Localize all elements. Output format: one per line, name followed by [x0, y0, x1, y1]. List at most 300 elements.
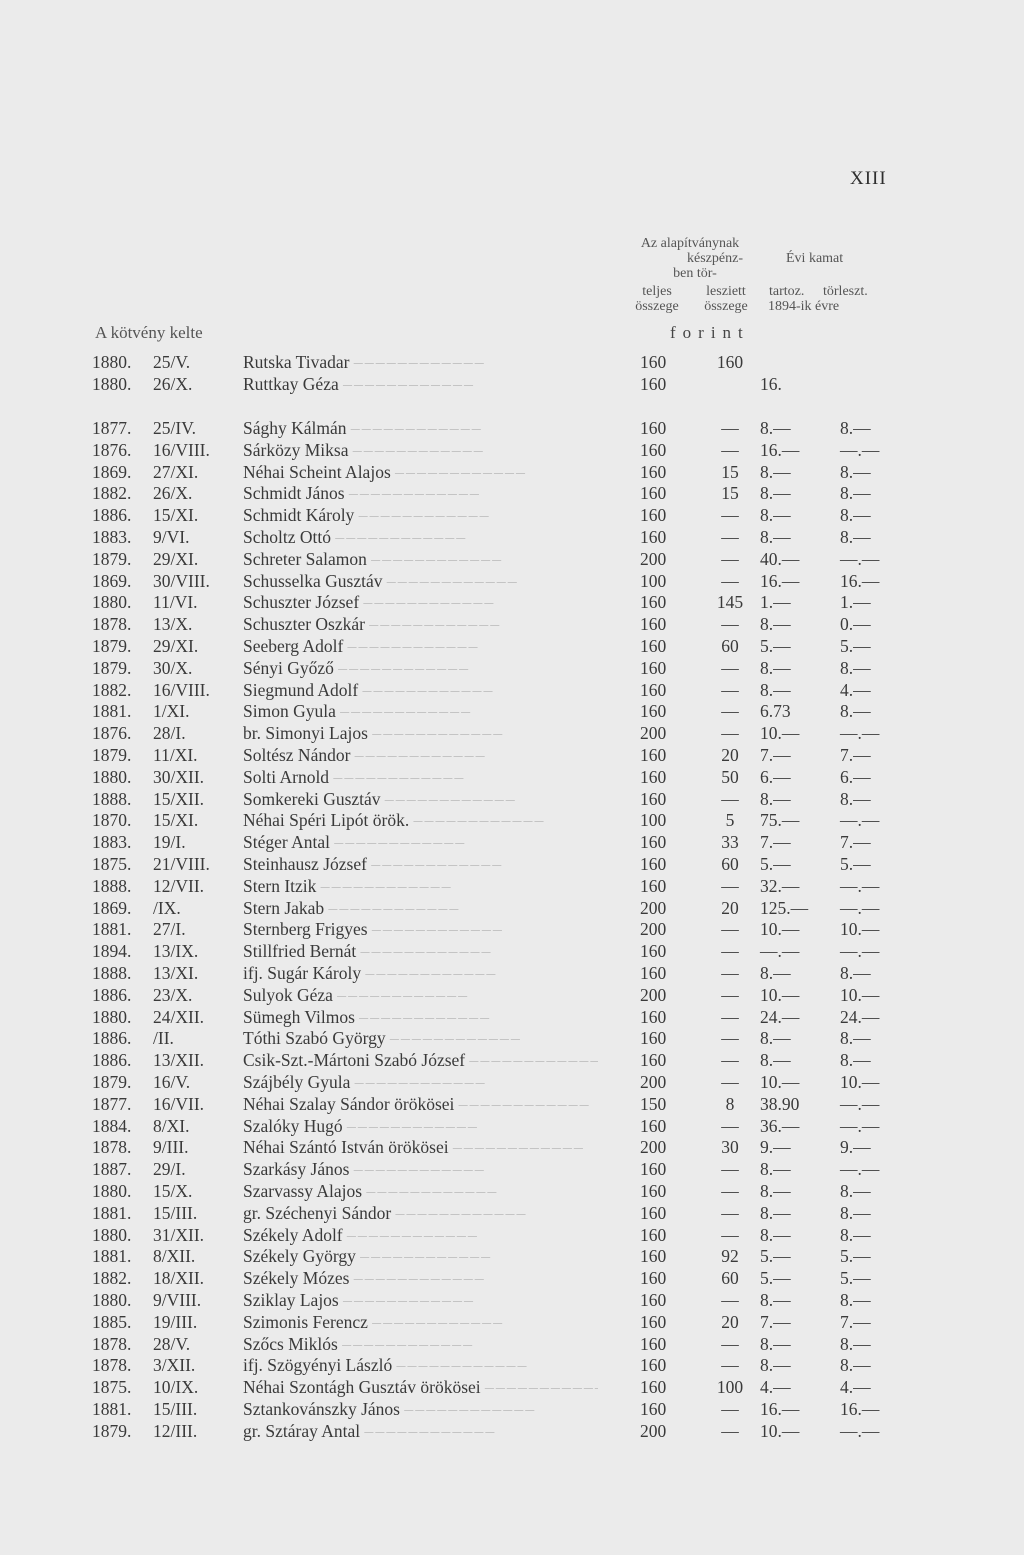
cell-tartozas: 10.—	[760, 723, 800, 744]
cell-date: 28/I.	[153, 723, 186, 744]
cell-teljes: 160	[640, 418, 667, 438]
header-line: lesziett	[706, 284, 746, 299]
cell-date: 25/IV.	[153, 418, 196, 438]
cell-date: 29/XI.	[153, 548, 199, 569]
table-row	[0, 1355, 1024, 1377]
cell-torlesztes: —.—	[840, 810, 880, 831]
cell-torleszett: 8	[725, 1093, 735, 1114]
cell-year: 1888.	[92, 963, 132, 983]
cell-torlesztes: 5.—	[840, 1246, 871, 1267]
cell-name: Szimonis Ferencz —————	[243, 1312, 598, 1333]
cell-tartozas: 10.—	[760, 919, 800, 940]
cell-tartozas: 8.—	[760, 1159, 791, 1180]
cell-teljes: 160	[640, 745, 667, 765]
cell-teljes: 160	[640, 1290, 667, 1310]
cell-torleszett: 60	[721, 636, 739, 656]
cell-teljes: 200	[640, 984, 667, 1005]
cell-torleszett: —	[721, 963, 739, 983]
cell-torleszett: —	[721, 614, 739, 635]
cell-year: 1869.	[92, 570, 132, 591]
cell-torleszett: 15	[721, 461, 739, 482]
cell-torlesztes: —.—	[840, 875, 880, 896]
cell-date: 16/V.	[153, 1072, 191, 1092]
cell-torlesztes: 9.—	[840, 1137, 871, 1158]
table-row	[0, 636, 1024, 658]
table-row	[0, 1116, 1024, 1138]
table-row	[0, 919, 1024, 941]
cell-date: 27/I.	[153, 919, 186, 940]
cell-tartozas: 8.—	[760, 1202, 791, 1223]
cell-teljes: 160	[640, 1268, 667, 1289]
cell-teljes: 150	[640, 1093, 667, 1114]
cell-torleszett: 15	[721, 483, 739, 504]
cell-torlesztes: 0.—	[840, 614, 871, 635]
table-row	[0, 723, 1024, 745]
cell-teljes: 100	[640, 810, 667, 831]
cell-torleszett: —	[721, 941, 739, 962]
cell-teljes: 200	[640, 1137, 667, 1158]
cell-torlesztes: 6.—	[840, 766, 871, 787]
cell-name: Szőcs Miklós —————	[243, 1334, 598, 1355]
header-forint: forint	[670, 323, 750, 342]
cell-year: 1877.	[92, 418, 132, 438]
cell-torlesztes: 8.—	[840, 1224, 871, 1245]
cell-year: 1881.	[92, 1202, 132, 1223]
cell-teljes: 200	[640, 919, 667, 940]
cell-teljes: 160	[640, 766, 667, 787]
cell-year: 1877.	[92, 1093, 132, 1114]
cell-year: 1878.	[92, 1333, 132, 1354]
cell-torleszett: —	[721, 984, 739, 1005]
cell-teljes: 160	[640, 461, 667, 482]
cell-name: Sulyok Géza —————	[243, 985, 598, 1006]
table-row	[0, 745, 1024, 767]
cell-torleszett: 20	[721, 1311, 739, 1332]
cell-torlesztes: 8.—	[840, 1028, 871, 1049]
cell-date: 15/III.	[153, 1202, 198, 1223]
cell-torleszett: —	[721, 1420, 739, 1441]
cell-teljes: 160	[640, 875, 667, 896]
cell-teljes: 160	[640, 832, 667, 853]
cell-tartozas: 7.—	[760, 832, 791, 853]
cell-tartozas: 6.73	[760, 701, 791, 722]
cell-torleszett: —	[721, 1115, 739, 1136]
table-row	[0, 1421, 1024, 1443]
cell-name: Solti Arnold —————	[243, 767, 598, 788]
cell-year: 1883.	[92, 527, 132, 547]
cell-name: Schmidt János —————	[243, 483, 598, 504]
table-row	[0, 1181, 1024, 1203]
cell-year: 1880.	[92, 373, 132, 394]
cell-year: 1882.	[92, 1268, 132, 1289]
cell-year: 1882.	[92, 483, 132, 504]
cell-year: 1879.	[92, 636, 132, 656]
header-col-torl	[690, 284, 762, 314]
cell-year: 1879.	[92, 657, 132, 678]
cell-torlesztes: 8.—	[840, 527, 871, 547]
cell-year: 1881.	[92, 1399, 132, 1419]
cell-year: 1879.	[92, 1072, 132, 1092]
cell-torleszett: —	[721, 1290, 739, 1310]
cell-tartozas: 8.—	[760, 963, 791, 983]
cell-teljes: 160	[640, 1050, 667, 1071]
cell-torleszett: —	[721, 1072, 739, 1092]
cell-teljes: 160	[640, 483, 667, 504]
cell-date: 29/XI.	[153, 636, 199, 656]
cell-torlesztes: 10.—	[840, 984, 880, 1005]
cell-date: 29/I.	[153, 1159, 186, 1180]
table-row	[0, 592, 1024, 614]
cell-name: Schreter Salamon —————	[243, 549, 598, 570]
cell-torlesztes: 8.—	[840, 1050, 871, 1071]
cell-torlesztes: 5.—	[840, 636, 871, 656]
cell-tartozas: 8.—	[760, 1028, 791, 1049]
header-line: teljes	[642, 284, 672, 299]
cell-name: Sümegh Vilmos —————	[243, 1007, 598, 1028]
cell-name: Néhai Szalay Sándor örökösei —————	[243, 1094, 598, 1115]
cell-year: 1882.	[92, 679, 132, 700]
cell-teljes: 160	[640, 592, 667, 613]
cell-name: Rutska Tivadar —————	[243, 352, 598, 373]
table-row	[0, 571, 1024, 593]
cell-year: 1880.	[92, 766, 132, 787]
cell-teljes: 160	[640, 941, 667, 962]
table-row	[0, 1225, 1024, 1247]
cell-torleszett: 60	[721, 1268, 739, 1289]
cell-year: 1878.	[92, 614, 132, 635]
cell-teljes: 160	[640, 1115, 667, 1136]
cell-teljes: 160	[640, 788, 667, 809]
cell-teljes: 160	[640, 439, 667, 460]
cell-tartozas: 8.—	[760, 1224, 791, 1245]
cell-torlesztes: 8.—	[840, 483, 871, 504]
cell-date: 9/VI.	[153, 527, 190, 547]
cell-name: Székely Adolf —————	[243, 1225, 598, 1246]
header-col-tartoz: tartoz.	[769, 284, 805, 299]
cell-tartozas: 32.—	[760, 875, 800, 896]
cell-teljes: 160	[640, 679, 667, 700]
cell-teljes: 100	[640, 570, 667, 591]
cell-torlesztes: 7.—	[840, 832, 871, 853]
cell-torleszett: 60	[721, 854, 739, 874]
cell-date: 8/XII.	[153, 1246, 196, 1267]
cell-teljes: 200	[640, 1072, 667, 1092]
cell-torlesztes: —.—	[840, 1115, 880, 1136]
cell-date: 25/V.	[153, 352, 191, 372]
cell-torleszett: —	[721, 657, 739, 678]
cell-name: Szarvassy Alajos —————	[243, 1181, 598, 1202]
cell-torleszett: 33	[721, 832, 739, 853]
cell-tartozas: 8.—	[760, 1333, 791, 1354]
cell-year: 1887.	[92, 1159, 132, 1180]
table-row	[0, 810, 1024, 832]
cell-tartozas: 5.—	[760, 1246, 791, 1267]
cell-name: Szarkásy János —————	[243, 1159, 598, 1180]
header-kotveny-kelte: A kötvény kelte	[95, 323, 203, 342]
table-row	[0, 1203, 1024, 1225]
cell-name: Sztankovánszky János —————	[243, 1399, 598, 1420]
cell-date: 9/III.	[153, 1137, 189, 1158]
cell-torlesztes: —.—	[840, 1420, 880, 1441]
cell-tartozas: 16.	[760, 373, 782, 394]
cell-torlesztes: 1.—	[840, 592, 871, 613]
cell-torlesztes: —.—	[840, 548, 880, 569]
cell-name: Néhai Spéri Lipót örök. —————	[243, 810, 598, 831]
table-row	[0, 527, 1024, 549]
cell-tartozas: 24.—	[760, 1006, 800, 1027]
cell-name: Sényi Győző —————	[243, 658, 598, 679]
cell-torleszett: 50	[721, 766, 739, 787]
cell-teljes: 160	[640, 1333, 667, 1354]
header-line: összege	[704, 299, 748, 314]
table-row	[0, 374, 1024, 396]
table-row	[0, 1334, 1024, 1356]
cell-torleszett: 5	[725, 810, 735, 831]
cell-year: 1880.	[92, 1006, 132, 1027]
cell-date: 10/IX.	[153, 1377, 199, 1398]
cell-tartozas: 8.—	[760, 679, 791, 700]
cell-year: 1876.	[92, 723, 132, 744]
cell-tartozas: 8.—	[760, 505, 791, 526]
cell-year: 1886.	[92, 984, 132, 1005]
cell-date: 12/VII.	[153, 875, 205, 896]
cell-torleszett: —	[721, 1181, 739, 1201]
cell-name: Székely Mózes —————	[243, 1268, 598, 1289]
table-row	[0, 1246, 1024, 1268]
cell-torlesztes: 16.—	[840, 570, 880, 591]
cell-year: 1875.	[92, 1377, 132, 1398]
cell-teljes: 160	[640, 1246, 667, 1267]
cell-date: 13/IX.	[153, 941, 199, 962]
cell-date: 15/XI.	[153, 505, 199, 526]
cell-year: 1879.	[92, 1420, 132, 1441]
cell-name: Néhai Scheint Alajos —————	[243, 462, 598, 483]
cell-torleszett: —	[721, 1399, 739, 1419]
cell-name: Schmidt Károly —————	[243, 505, 598, 526]
cell-tartozas: 8.—	[760, 483, 791, 504]
table-row	[0, 789, 1024, 811]
cell-name: Stern Itzik —————	[243, 876, 598, 897]
cell-torlesztes: —.—	[840, 941, 880, 962]
cell-teljes: 160	[640, 854, 667, 874]
cell-torleszett: 30	[721, 1137, 739, 1158]
cell-torlesztes: 8.—	[840, 1290, 871, 1310]
table-row	[0, 985, 1024, 1007]
table-row	[0, 614, 1024, 636]
cell-name: ifj. Sugár Károly —————	[243, 963, 598, 984]
cell-torlesztes: 4.—	[840, 1377, 871, 1398]
cell-date: 15/III.	[153, 1399, 198, 1419]
cell-torlesztes: 24.—	[840, 1006, 880, 1027]
cell-tartozas: 8.—	[760, 1355, 791, 1376]
cell-torleszett: —	[721, 570, 739, 591]
cell-name: Seeberg Adolf —————	[243, 636, 598, 657]
header-line: ben tör-	[673, 266, 717, 281]
cell-year: 1881.	[92, 701, 132, 722]
cell-name: Csik-Szt.-Mártoni Szabó József —————	[243, 1050, 598, 1071]
cell-year: 1880.	[92, 1181, 132, 1201]
cell-torleszett: 20	[721, 745, 739, 765]
cell-name: Stillfried Bernát —————	[243, 941, 598, 962]
cell-date: 9/VIII.	[153, 1290, 202, 1310]
cell-name: ifj. Szögyényi László —————	[243, 1355, 598, 1376]
cell-name: Sternberg Frigyes —————	[243, 919, 598, 940]
header-evre: 1894-ik évre	[768, 299, 840, 314]
table-row	[0, 1399, 1024, 1421]
cell-torlesztes: —.—	[840, 1159, 880, 1180]
cell-date: /IX.	[153, 897, 181, 918]
cell-torlesztes: 16.—	[840, 1399, 880, 1419]
cell-tartozas: 8.—	[760, 614, 791, 635]
cell-torleszett: —	[721, 548, 739, 569]
cell-date: 13/XI.	[153, 963, 199, 983]
header-col-torleszt: törleszt.	[823, 284, 868, 299]
cell-torleszett: —	[721, 919, 739, 940]
page-number: XIII	[850, 168, 887, 189]
table-row	[0, 462, 1024, 484]
cell-torlesztes: —.—	[840, 897, 880, 918]
cell-teljes: 160	[640, 1355, 667, 1376]
table-row	[0, 854, 1024, 876]
cell-tartozas: 5.—	[760, 1268, 791, 1289]
cell-torlesztes: 8.—	[840, 701, 871, 722]
cell-name: Schuszter Oszkár —————	[243, 614, 598, 635]
cell-torlesztes: 8.—	[840, 657, 871, 678]
cell-year: 1885.	[92, 1311, 132, 1332]
cell-date: 13/XII.	[153, 1050, 205, 1071]
cell-teljes: 160	[640, 963, 667, 983]
cell-torleszett: —	[721, 1006, 739, 1027]
cell-name: Scholtz Ottó —————	[243, 527, 598, 548]
cell-teljes: 200	[640, 723, 667, 744]
cell-date: 16/VII.	[153, 1093, 205, 1114]
cell-teljes: 160	[640, 636, 667, 656]
cell-tartozas: 7.—	[760, 1311, 791, 1332]
cell-torleszett: —	[721, 505, 739, 526]
table-row	[0, 1268, 1024, 1290]
cell-teljes: 160	[640, 657, 667, 678]
cell-teljes: 200	[640, 897, 667, 918]
cell-teljes: 160	[640, 527, 667, 547]
cell-teljes: 160	[640, 1181, 667, 1201]
header-evi-kamat: Évi kamat	[786, 251, 844, 266]
cell-torlesztes: 10.—	[840, 919, 880, 940]
cell-name: Siegmund Adolf —————	[243, 680, 598, 701]
cell-date: 21/VIII.	[153, 854, 210, 874]
cell-date: /II.	[153, 1028, 174, 1049]
cell-tartozas: 8.—	[760, 657, 791, 678]
cell-year: 1880.	[92, 1224, 132, 1245]
cell-tartozas: 125.—	[760, 897, 809, 918]
cell-torlesztes: 4.—	[840, 679, 871, 700]
cell-date: 19/III.	[153, 1311, 198, 1332]
cell-torlesztes: —.—	[840, 723, 880, 744]
cell-name: Soltész Nándor —————	[243, 745, 598, 766]
cell-teljes: 160	[640, 1377, 667, 1398]
cell-tartozas: 36.—	[760, 1115, 800, 1136]
cell-teljes: 160	[640, 1311, 667, 1332]
cell-name: Tóthi Szabó György —————	[243, 1028, 598, 1049]
cell-name: Schusselka Gusztáv —————	[243, 571, 598, 592]
cell-torlesztes: 8.—	[840, 1333, 871, 1354]
table-row	[0, 1137, 1024, 1159]
cell-tartozas: 9.—	[760, 1137, 791, 1158]
cell-tartozas: 8.—	[760, 1050, 791, 1071]
cell-date: 30/VIII.	[153, 570, 210, 591]
cell-tartozas: 7.—	[760, 745, 791, 765]
cell-name: Simon Gyula —————	[243, 701, 598, 722]
cell-year: 1879.	[92, 548, 132, 569]
cell-year: 1886.	[92, 1050, 132, 1071]
cell-torlesztes: 8.—	[840, 788, 871, 809]
cell-torlesztes: 8.—	[840, 963, 871, 983]
cell-tartozas: 10.—	[760, 1072, 800, 1092]
cell-tartozas: 8.—	[760, 788, 791, 809]
table-row	[0, 1312, 1024, 1334]
table-row	[0, 505, 1024, 527]
table-row	[0, 440, 1024, 462]
cell-teljes: 160	[640, 352, 667, 372]
header-group-title	[600, 236, 780, 281]
cell-torleszett: —	[721, 875, 739, 896]
cell-teljes: 200	[640, 548, 667, 569]
cell-date: 13/X.	[153, 614, 193, 635]
cell-date: 24/XII.	[153, 1006, 205, 1027]
cell-name: Szalóky Hugó —————	[243, 1116, 598, 1137]
table-row	[0, 1377, 1024, 1399]
cell-year: 1876.	[92, 439, 132, 460]
cell-torlesztes: —.—	[840, 1093, 880, 1114]
cell-year: 1894.	[92, 941, 132, 962]
cell-torlesztes: —.—	[840, 439, 880, 460]
cell-torlesztes: 8.—	[840, 418, 871, 438]
cell-torleszett: —	[721, 1028, 739, 1049]
cell-year: 1884.	[92, 1115, 132, 1136]
cell-tartozas: 8.—	[760, 461, 791, 482]
cell-year: 1886.	[92, 505, 132, 526]
cell-date: 15/XII.	[153, 788, 205, 809]
cell-torlesztes: 7.—	[840, 1311, 871, 1332]
cell-year: 1888.	[92, 875, 132, 896]
cell-date: 18/XII.	[153, 1268, 205, 1289]
table-row	[0, 701, 1024, 723]
cell-torlesztes: 5.—	[840, 854, 871, 874]
cell-torleszett: —	[721, 701, 739, 722]
table-row	[0, 658, 1024, 680]
cell-date: 23/X.	[153, 984, 193, 1005]
cell-name: Sárközy Miksa —————	[243, 440, 598, 461]
cell-tartozas: 40.—	[760, 548, 800, 569]
table-row	[0, 941, 1024, 963]
table-row	[0, 1007, 1024, 1029]
header-line: készpénz-	[687, 251, 743, 266]
cell-teljes: 160	[640, 1224, 667, 1245]
cell-torlesztes: 8.—	[840, 1181, 871, 1201]
cell-name: Néhai Szántó István örökösei —————	[243, 1137, 598, 1158]
cell-torleszett: —	[721, 418, 739, 438]
cell-tartozas: 16.—	[760, 1399, 800, 1419]
cell-torleszett: —	[721, 439, 739, 460]
cell-date: 12/III.	[153, 1420, 198, 1441]
cell-date: 15/X.	[153, 1181, 193, 1201]
cell-year: 1878.	[92, 1137, 132, 1158]
cell-tartozas: 10.—	[760, 984, 800, 1005]
cell-name: Szájbély Gyula —————	[243, 1072, 598, 1093]
cell-torleszett: —	[721, 679, 739, 700]
cell-date: 15/XI.	[153, 810, 199, 831]
cell-tartozas: 8.—	[760, 1290, 791, 1310]
cell-teljes: 160	[640, 1159, 667, 1180]
